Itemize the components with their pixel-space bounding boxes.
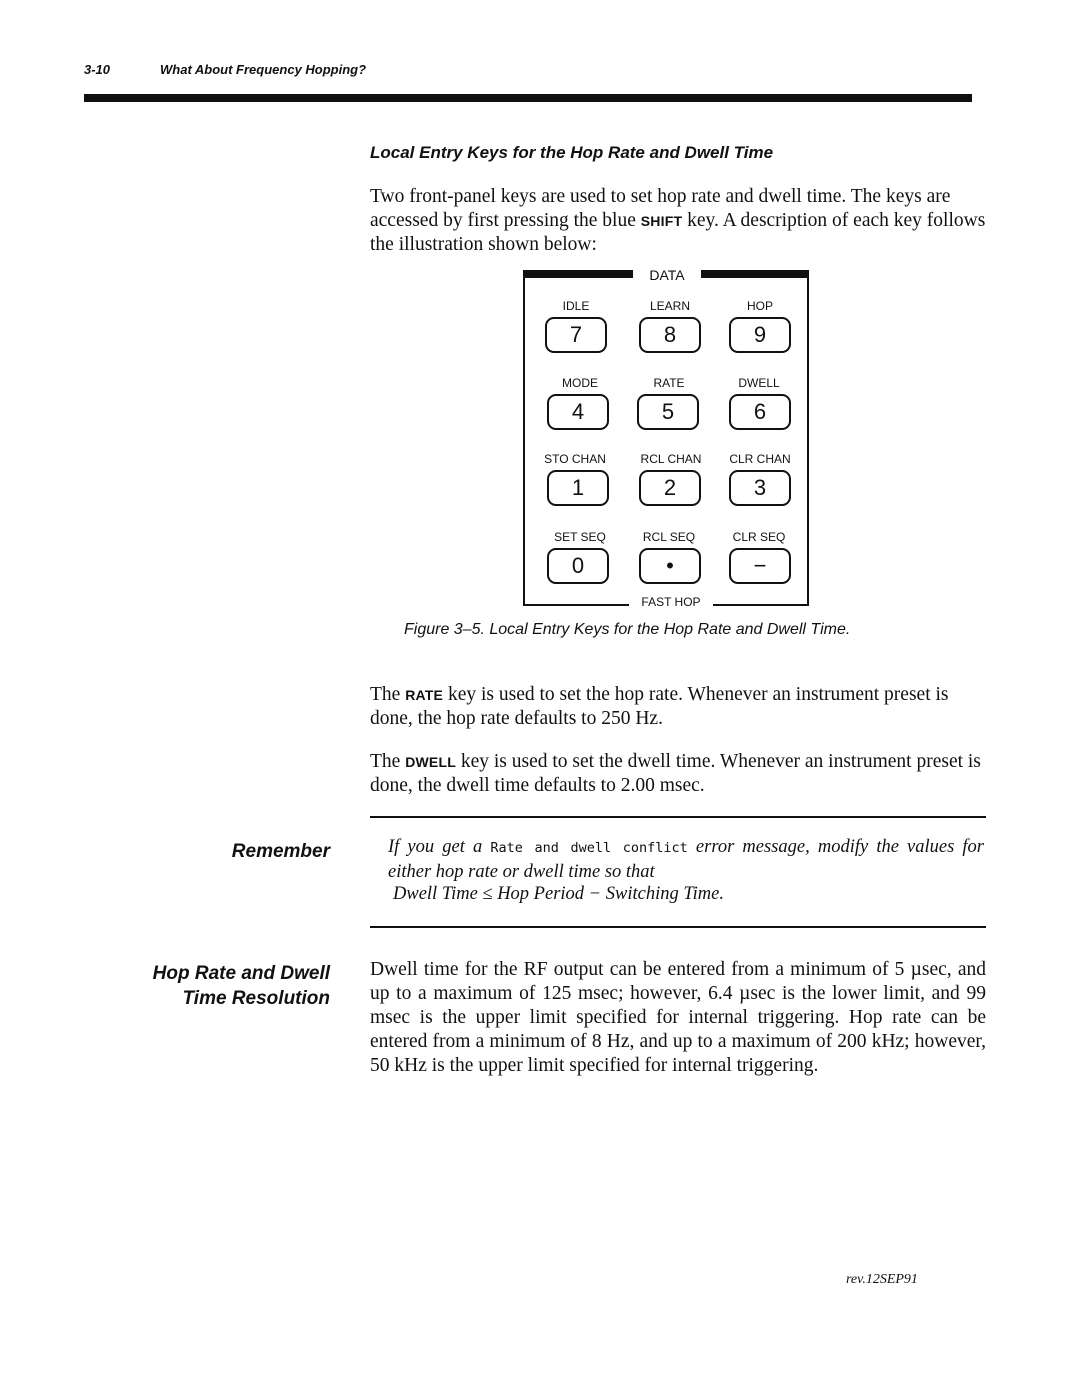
resolution-heading-line2: Time Resolution [182,988,330,1009]
note-rule-bottom [370,926,986,928]
data-keypad [523,267,809,609]
key-2[interactable]: 2 [639,470,701,506]
remember-heading: Remember [231,841,330,862]
dwell-text-post: key is used to set the dwell time. Whenever an instrument preset is done, the dwell time defaults to 2.00 msec. [370,751,981,796]
key-4[interactable]: 4 [547,394,609,430]
keypad-footer-label: FAST HOP [641,595,701,609]
key-8[interactable]: 8 [639,317,701,353]
rate-paragraph [370,683,986,731]
keypad-border-left [523,270,525,606]
remember-text-post: error message, modify the values for either hop rate or dwell time so that [388,837,985,882]
key-7[interactable]: 7 [545,317,607,353]
header-rule [84,94,972,102]
key-6[interactable]: 6 [729,394,791,430]
key-label-rate: RATE [653,376,685,390]
intro-text-1: Two front-panel keys are used to set hop rate and dwell time. The keys are accessed by first pressing the blue [370,186,951,231]
key-label-rcl-chan: RCL CHAN [640,452,702,466]
remember-text-pre: If you get a [388,837,491,857]
intro-paragraph [370,185,986,257]
intro-text-2: key. A description of each key follows the illustration shown below: [370,210,986,255]
remember-note [388,836,984,884]
key-minus[interactable]: − [729,548,791,584]
key-0[interactable]: 0 [547,548,609,584]
note-rule-top [370,816,986,818]
rate-text-post: key is used to set the hop rate. Whenever an instrument preset is done, the hop rate defaults to 250 Hz. [370,684,949,729]
shift-key-name: SHIFT [640,213,683,229]
key-label-dwell: DWELL [738,376,780,390]
revision-stamp: rev.12SEP91 [846,1272,918,1287]
keypad-top-bar-right [701,270,809,278]
keypad-top-bar-left [523,270,633,278]
key-1[interactable]: 1 [547,470,609,506]
key-label-mode: MODE [562,376,598,390]
key-label-hop: HOP [746,299,773,313]
running-title: What About Frequency Hopping? [160,62,367,77]
error-message-code: Rate and dwell conflict [490,840,688,856]
key-label-clr-seq: CLR SEQ [732,530,786,544]
resolution-paragraph: Dwell time for the RF output can be entered from a minimum of 5 µsec, and up to a maximum of 125 msec; however, 6.4 µsec is the lower limit, and 99 msec is the upper limit specified for internal triggering. Hop rate can be entered from a minimum of 8 Hz, and up to a maximum of 200 kHz; however, 50 kHz is the upper limit specified for internal triggering. [370,959,986,1076]
dwell-paragraph [370,750,986,798]
key-label-clr-chan: CLR CHAN [729,452,791,466]
keypad-header-label: DATA [649,267,685,283]
key-decimal-point[interactable]: • [639,548,701,584]
dwell-key-name: DWELL [405,754,456,770]
key-3[interactable]: 3 [729,470,791,506]
key-label-rcl-seq: RCL SEQ [642,530,696,544]
remember-formula: Dwell Time ≤ Hop Period − Switching Time. [393,884,724,904]
key-label-sto-chan: STO CHAN [544,452,606,466]
key-9[interactable]: 9 [729,317,791,353]
keypad-border-right [807,270,809,606]
key-label-idle: IDLE [562,299,590,313]
resolution-heading-line1: Hop Rate and Dwell [152,963,330,984]
rate-key-name: RATE [405,687,444,703]
key-label-learn: LEARN [649,299,690,313]
page-number: 3-10 [84,62,111,77]
resolution-heading [70,961,330,1011]
key-5[interactable]: 5 [637,394,699,430]
section-title: Local Entry Keys for the Hop Rate and Dwell Time [370,143,774,162]
dwell-text-pre: The [370,751,406,772]
keypad-bottom-line-left [523,604,629,606]
keypad-bottom-line-right [713,604,809,606]
rate-text-pre: The [370,684,406,705]
key-label-set-seq: SET SEQ [554,530,606,544]
figure-caption: Figure 3–5. Local Entry Keys for the Hop Rate and Dwell Time. [404,621,851,638]
